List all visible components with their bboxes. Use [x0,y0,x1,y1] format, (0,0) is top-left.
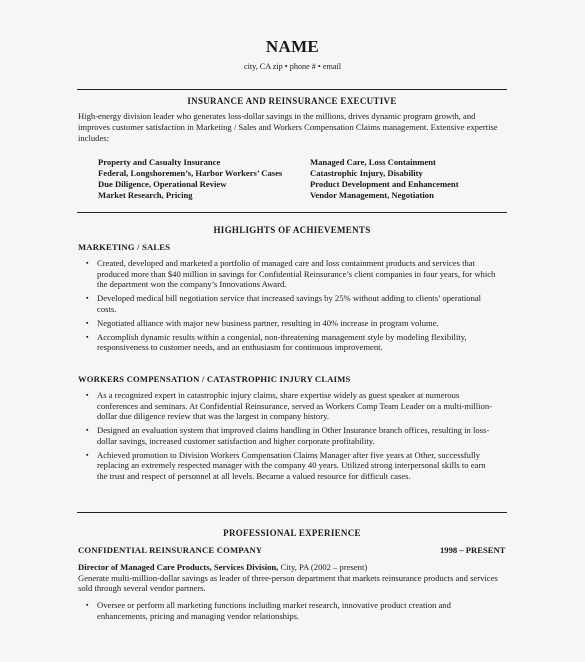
summary-title: INSURANCE AND REINSURANCE EXECUTIVE [187,96,397,106]
skill-item: Catastrophic Injury, Disability [310,167,423,178]
skill-item: Federal, Longshoremen’s, Harbor Workers’ Cases [98,167,283,178]
bullet-icon: ▪ [86,426,89,435]
bullet-icon: ▪ [86,332,89,341]
summary-text: High-energy division leader who generates loss-dollar savings in the millions, drives dynamic program growth, and improves customer satisfaction in Marketing / Sales and Workers Compensation Claims management. Extensive expertise includes: [78,111,498,143]
bullet-icon: ▪ [86,450,89,459]
contact-line: city, CA zip • phone # • email [243,62,342,71]
bullet-icon: ▪ [86,294,89,303]
skills-grid [98,157,498,201]
skill-item: Market Research, Pricing [98,189,193,200]
skill-item: Vendor Management, Negotiation [310,189,434,200]
achievements-title: HIGHLIGHTS OF ACHIEVEMENTS [213,225,371,235]
employment-dates: 1998 – PRESENT [440,545,506,555]
divider [77,89,507,90]
list-item: ▪ As a recognized expert in catastrophic injury claims, share expertise widely as guest speaker at numerous conferences and seminars. At Confidential Reinsurance, served as Workers Comp Team Leader on a multi-million-dollar due diligence review that was the largest in company history. [86,390,493,422]
role-description: Generate multi-million-dollar savings as leader of three-person department that markets reinsurance products and services sold through several vendor partners. [78,572,498,594]
marketing-bullets [78,258,498,356]
skill-item: Product Development and Enhancement [310,178,459,189]
experience-title: PROFESSIONAL EXPERIENCE [223,528,361,538]
list-item: ▪ Developed medical bill negotiation service that increased savings by 25% without adding to clients’ operational costs. [86,293,482,314]
marketing-heading: MARKETING / SALES [78,242,171,252]
bullet-icon: ▪ [86,259,89,267]
workers-bullets [78,390,498,485]
role-block [78,562,508,594]
skill-item: Due Diligence, Operational Review [98,178,227,189]
company-name: CONFIDENTIAL REINSURANCE COMPANY [78,545,263,555]
experience-bullets [78,600,498,625]
bullet-icon: ▪ [86,601,89,609]
bullet-icon: ▪ [86,391,89,399]
list-item: ▪ Designed an evaluation system that improved claims handling in Other Insurance branch offices, resulting in loss-dollar savings, increased customer satisfaction and higher corporate profitability. [86,425,490,446]
divider [77,212,507,213]
list-item: ▪ Created, developed and marketed a portfolio of managed care and loss containment products and services that produced more than $40 million in savings for Confidential Reinsurance’s client companies in four years, for which the department won the company’s Innovations Award. [86,258,496,290]
divider [77,512,507,513]
skill-item: Managed Care, Loss Containment [310,157,436,167]
bullet-icon: ▪ [86,318,89,327]
role-title: Director of Managed Care Products, Services Division, [78,562,279,572]
list-item: ▪ Achieved promotion to Division Workers Compensation Claims Manager after five years at Other, successfully replacing an extremely respected manager with the company 40 years. Utilized strong interpersonal skills to earn the trust and respect of personnel at all levels. Became a valued resource for difficult cases. [86,449,486,481]
list-item: ▪ Negotiated alliance with major new business partner, resulting in 40% increase in program volume. [86,317,439,328]
role-location: City, PA (2002 – present) [278,562,368,572]
skill-item: Property and Casualty Insurance [98,157,221,167]
list-item: ▪ Accomplish dynamic results within a congenial, non-threatening management style by modeling flexibility, responsiveness to customer needs, and an enthusiasm for continuous improvement. [86,331,467,353]
list-item: ▪ Oversee or perform all marketing functions including market research, innovative product creation and enhancements, pricing and managing vendor relationships. [86,600,451,621]
workers-heading: WORKERS COMPENSATION / CATASTROPHIC INJURY CLAIMS [78,374,351,384]
candidate-name: NAME [265,37,320,56]
